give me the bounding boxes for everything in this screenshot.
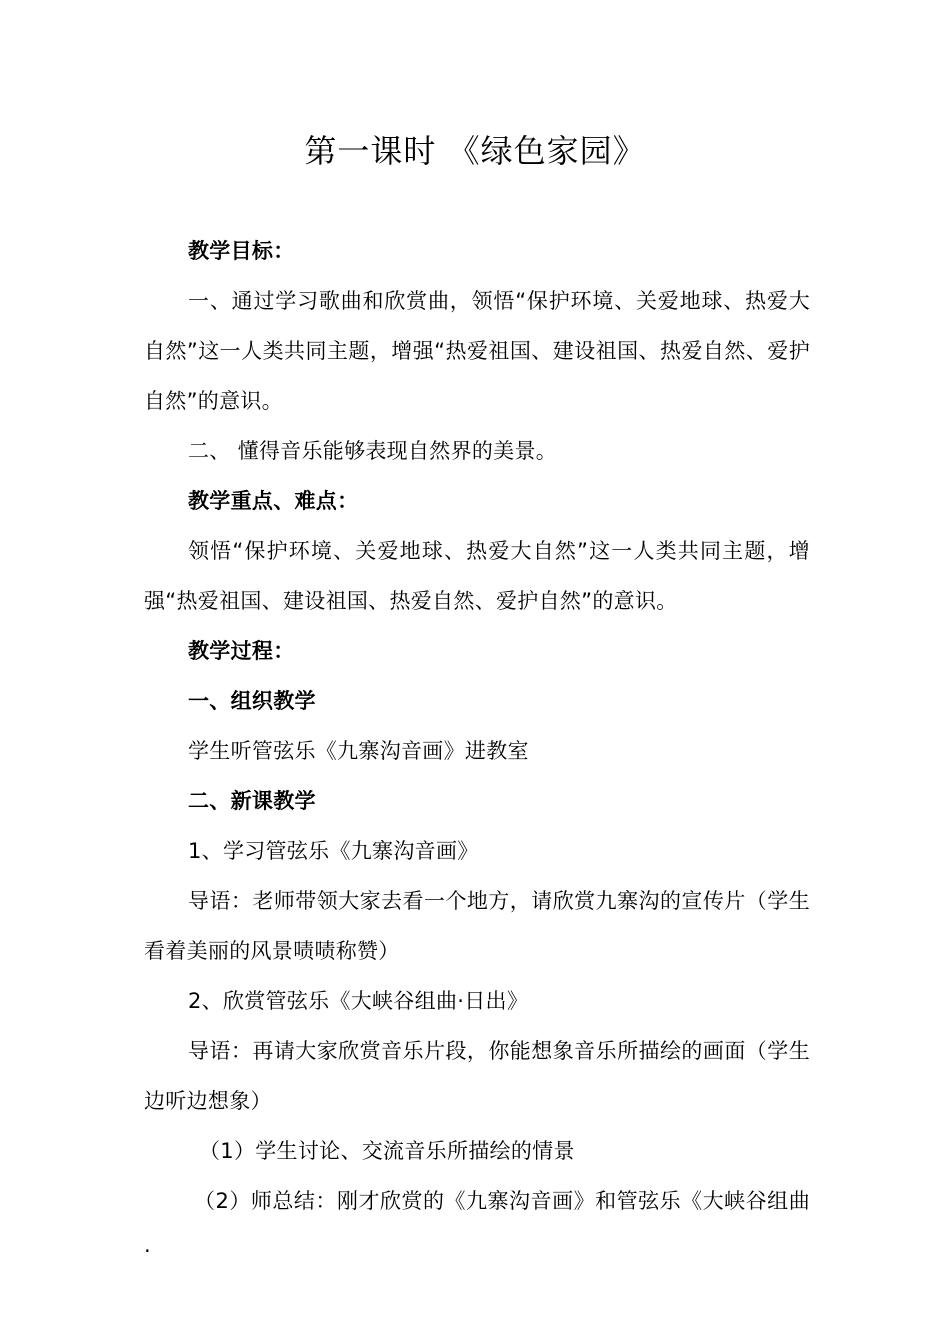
heading-teaching-objectives: 教学目标：	[188, 239, 295, 263]
objective-two: 二、 懂得音乐能够表现自然界的美景。	[188, 439, 558, 463]
objective-one: 一、通过学习歌曲和欣赏曲，领悟“保护环境、关爱地球、热爱大自然”这一人类共同主题，增强“热爱祖国、建设祖国、热爱自然、爱护自然”的意识。	[144, 289, 810, 413]
sub-step-two: （2）师总结：刚才欣赏的《九寨沟音画》和管弦乐《大峡谷组曲·	[144, 1189, 810, 1263]
heading-teaching-process: 教学过程：	[188, 639, 295, 663]
step-one-title: 1、学习管弦乐《九寨沟音画》	[188, 839, 479, 863]
heading-key-points: 教学重点、难点：	[188, 489, 359, 513]
document-body	[144, 226, 810, 1276]
sub-step-one: （1）学生讨论、交流音乐所描绘的情景	[199, 1139, 575, 1163]
key-points-text: 领悟“保护环境、关爱地球、热爱大自然”这一人类共同主题，增强“热爱祖国、建设祖国、热爱自然、爱护自然”的意识。	[144, 539, 810, 613]
step-two-intro: 导语：再请大家欣赏音乐片段，你能想象音乐所描绘的画面（学生边听边想象）	[144, 1039, 810, 1113]
section-organize-teaching: 一、组织教学	[188, 689, 316, 713]
section-new-lesson: 二、新课教学	[188, 789, 316, 813]
step-two-title: 2、欣赏管弦乐《大峡谷组曲·日出》	[188, 989, 529, 1013]
document-title: 第一课时 《绿色家园》	[304, 132, 646, 170]
organize-teaching-text: 学生听管弦乐《九寨沟音画》进教室	[188, 739, 529, 763]
step-one-intro: 导语：老师带领大家去看一个地方，请欣赏九寨沟的宣传片（学生看着美丽的风景啧啧称赞）	[144, 889, 810, 963]
